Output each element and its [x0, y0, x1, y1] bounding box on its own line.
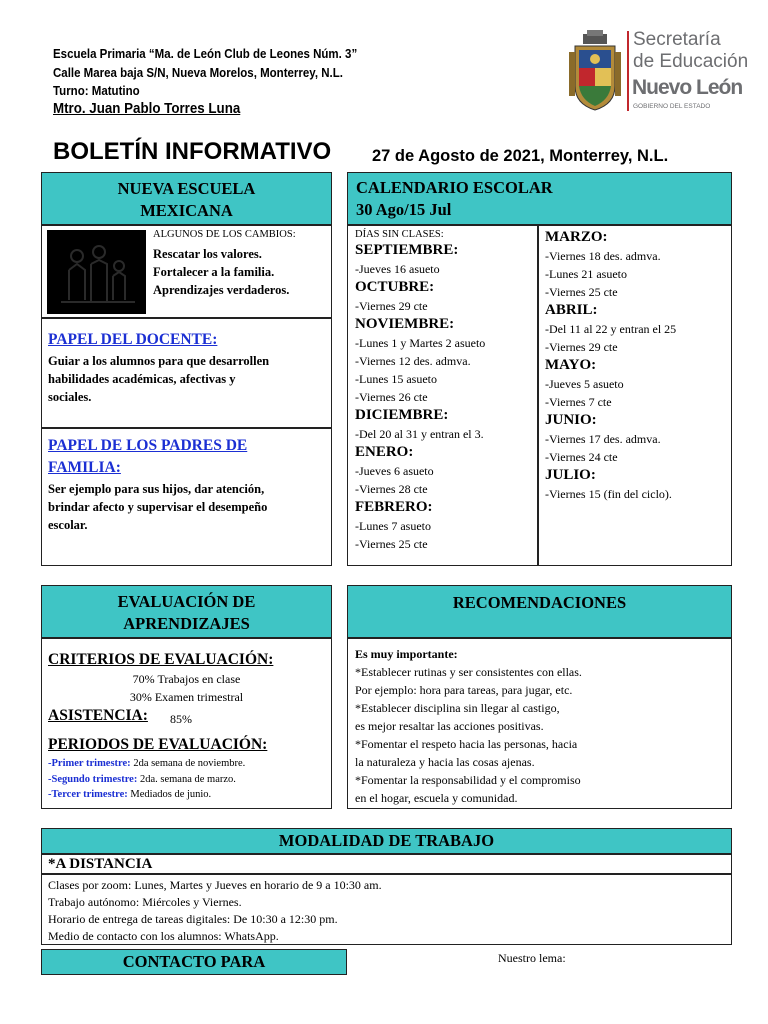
calendar-day-item: -Viernes 29 cte — [355, 299, 428, 313]
calendar-heading-line2: 30 Ago/15 Jul — [356, 200, 452, 219]
periods-title: PERIODOS DE EVALUACIÓN: — [48, 736, 268, 753]
recommendations-heading — [347, 585, 732, 638]
parents-role-line2: brindar afecto y supervisar el desempeño — [48, 500, 268, 514]
school-address: Calle Marea baja S/N, Nueva Morelos, Monterrey, N.L. — [53, 66, 343, 80]
left-month-5: FEBRERO: — [355, 499, 433, 515]
left-month-2: NOVIEMBRE: — [355, 316, 455, 332]
school-shift: Turno: Matutino — [53, 84, 140, 98]
criteria-1: 70% Trabajos en clase — [132, 672, 241, 686]
recommendation-line: *Fomentar la responsabilidad y el compromiso — [355, 773, 581, 787]
recommendation-line: es mejor resaltar las acciones positivas. — [355, 719, 544, 733]
modality-subheading: *A DISTANCIA — [48, 856, 153, 872]
bulletin-date: 27 de Agosto de 2021, Monterrey, N.L. — [372, 147, 669, 165]
page-title: BOLETÍN INFORMATIVO — [53, 138, 332, 165]
left-month-3: DICIEMBRE: — [355, 407, 449, 423]
evaluation-heading-line2: APRENDIZAJES — [123, 614, 250, 633]
logo-text-line3: Nuevo León — [632, 76, 743, 99]
evaluation-heading — [41, 585, 332, 638]
motto-label: Nuestro lema: — [498, 951, 566, 965]
nem-changes-box — [41, 225, 332, 318]
calendar-heading-line1: CALENDARIO ESCOLAR — [356, 178, 553, 197]
recommendation-line: la naturaleza y hacia las cosas ajenas. — [355, 755, 535, 769]
changes-label: ALGUNOS DE LOS CAMBIOS: — [153, 229, 296, 240]
family-silhouette-image — [47, 230, 146, 314]
modality-line: Horario de entrega de tareas digitales: De 10:30 a 12:30 pm. — [48, 912, 338, 926]
modality-line: Clases por zoom: Lunes, Martes y Jueves en horario de 9 a 10:30 am. — [48, 878, 382, 892]
teacher-role-box — [41, 318, 332, 428]
evaluation-heading-line1: EVALUACIÓN DE — [117, 592, 256, 611]
school-name: Escuela Primaria “Ma. de León Club de Leones Núm. 3” — [53, 47, 358, 61]
calendar-day-item: -Viernes 26 cte — [355, 390, 428, 404]
modality-line: Trabajo autónomo: Miércoles y Viernes. — [48, 895, 242, 909]
period-2-label: -Segundo trimestre: — [48, 774, 138, 785]
calendar-day-item: -Lunes 15 asueto — [355, 372, 437, 386]
period-2-value: 2da. semana de marzo. — [139, 774, 236, 785]
period-1 — [48, 756, 245, 772]
modality-line: Medio de contacto con los alumnos: WhatsApp. — [48, 929, 279, 943]
calendar-heading — [347, 172, 732, 225]
parents-role-title-line1: PAPEL DE LOS PADRES DE — [48, 437, 248, 454]
teacher-name: Mtro. Juan Pablo Torres Luna — [53, 101, 241, 117]
calendar-day-item: -Viernes 17 des. admva. — [545, 432, 661, 446]
calendar-day-item: -Del 11 al 22 y entran el 25 — [545, 322, 677, 336]
calendar-day-item: -Del 20 al 31 y entran el 3. — [355, 427, 484, 441]
right-month-2: MAYO: — [545, 357, 597, 373]
right-month-3: JUNIO: — [545, 412, 597, 428]
recommendations-intro: Es muy importante: — [355, 647, 458, 661]
teacher-role-title: PAPEL DEL DOCENTE: — [48, 331, 218, 348]
nem-heading — [41, 172, 332, 225]
change-1: Rescatar los valores. — [153, 247, 262, 261]
calendar-day-item: -Lunes 7 asueto — [355, 519, 431, 533]
attendance-value: 85% — [170, 712, 192, 726]
calendar-day-item: -Viernes 25 cte — [545, 285, 618, 299]
calendar-day-item: -Viernes 24 cte — [545, 450, 618, 464]
calendar-day-item: -Viernes 29 cte — [545, 340, 618, 354]
logo-text-line1: Secretaría — [633, 29, 721, 50]
calendar-day-item: -Viernes 25 cte — [355, 537, 428, 551]
modality-heading — [41, 828, 732, 854]
recommendation-line: Por ejemplo: hora para tareas, para jugar, etc. — [355, 683, 573, 697]
calendar-day-item: -Jueves 6 asueto — [355, 464, 434, 478]
modality-heading-text: MODALIDAD DE TRABAJO — [278, 831, 495, 850]
right-month-4: JULIO: — [545, 467, 596, 483]
change-2: Fortalecer a la familia. — [153, 265, 275, 279]
left-month-1: OCTUBRE: — [355, 279, 435, 295]
recommendation-line: en el hogar, escuela y comunidad. — [355, 791, 518, 805]
contact-heading-text: CONTACTO PARA — [122, 952, 266, 971]
contact-heading — [41, 949, 347, 975]
period-2 — [48, 772, 236, 788]
period-3 — [48, 787, 211, 803]
nem-heading-line1: NUEVA ESCUELA — [117, 179, 256, 198]
parents-role-title-line2: FAMILIA: — [48, 459, 121, 476]
evaluation-box — [41, 638, 332, 809]
right-month-1: ABRIL: — [545, 302, 598, 318]
period-1-label: -Primer trimestre: — [48, 758, 131, 769]
calendar-left-column — [347, 225, 538, 566]
calendar-day-item: -Viernes 7 cte — [545, 395, 612, 409]
recommendation-line: *Establecer rutinas y ser consistentes con ellas. — [355, 665, 582, 679]
right-month-0: MARZO: — [545, 229, 608, 245]
calendar-right-column — [538, 225, 732, 566]
calendar-day-item: -Viernes 28 cte — [355, 482, 428, 496]
logo-text-line4: GOBIERNO DEL ESTADO — [633, 103, 711, 110]
teacher-role-line2: habilidades académicas, afectivas y — [48, 372, 236, 386]
recommendation-line: *Fomentar el respeto hacia las personas, hacia — [355, 737, 578, 751]
parents-role-line1: Ser ejemplo para sus hijos, dar atención, — [48, 482, 265, 496]
calendar-day-item: -Lunes 21 asueto — [545, 267, 627, 281]
days-off-label: DÍAS SIN CLASES: — [355, 229, 444, 240]
criteria-2: 30% Examen trimestral — [129, 690, 244, 704]
criteria-title: CRITERIOS DE EVALUACIÓN: — [48, 651, 274, 668]
calendar-day-item: -Viernes 12 des. admva. — [355, 354, 471, 368]
modality-subheading-box — [41, 854, 732, 874]
logo-text-line2: de Educación — [633, 51, 749, 72]
recommendations-heading-text: RECOMENDACIONES — [452, 593, 627, 612]
calendar-day-item: -Jueves 16 asueto — [355, 262, 440, 276]
teacher-role-line1: Guiar a los alumnos para que desarrollen — [48, 354, 270, 368]
calendar-day-item: -Viernes 15 (fin del ciclo). — [545, 487, 672, 501]
recommendations-box — [347, 638, 732, 809]
change-3: Aprendizajes verdaderos. — [153, 283, 290, 297]
parents-role-box — [41, 428, 332, 566]
calendar-day-item: -Viernes 18 des. admva. — [545, 249, 661, 263]
period-1-value: 2da semana de noviembre. — [133, 758, 246, 769]
modality-box — [41, 874, 732, 945]
period-3-value: Mediados de junio. — [130, 789, 212, 800]
recommendation-line: *Establecer disciplina sin llegar al castigo, — [355, 701, 560, 715]
period-3-label: -Tercer trimestre: — [48, 789, 128, 800]
nem-heading-line2: MEXICANA — [140, 201, 233, 220]
education-logo — [569, 29, 749, 130]
teacher-role-line3: sociales. — [48, 390, 92, 404]
attendance-label: ASISTENCIA: — [48, 707, 148, 724]
left-month-0: SEPTIEMBRE: — [355, 242, 459, 258]
calendar-day-item: -Jueves 5 asueto — [545, 377, 624, 391]
parents-role-line3: escolar. — [48, 518, 88, 532]
state-seal-icon — [569, 30, 621, 114]
calendar-day-item: -Lunes 1 y Martes 2 asueto — [355, 336, 486, 350]
left-month-4: ENERO: — [355, 444, 414, 460]
